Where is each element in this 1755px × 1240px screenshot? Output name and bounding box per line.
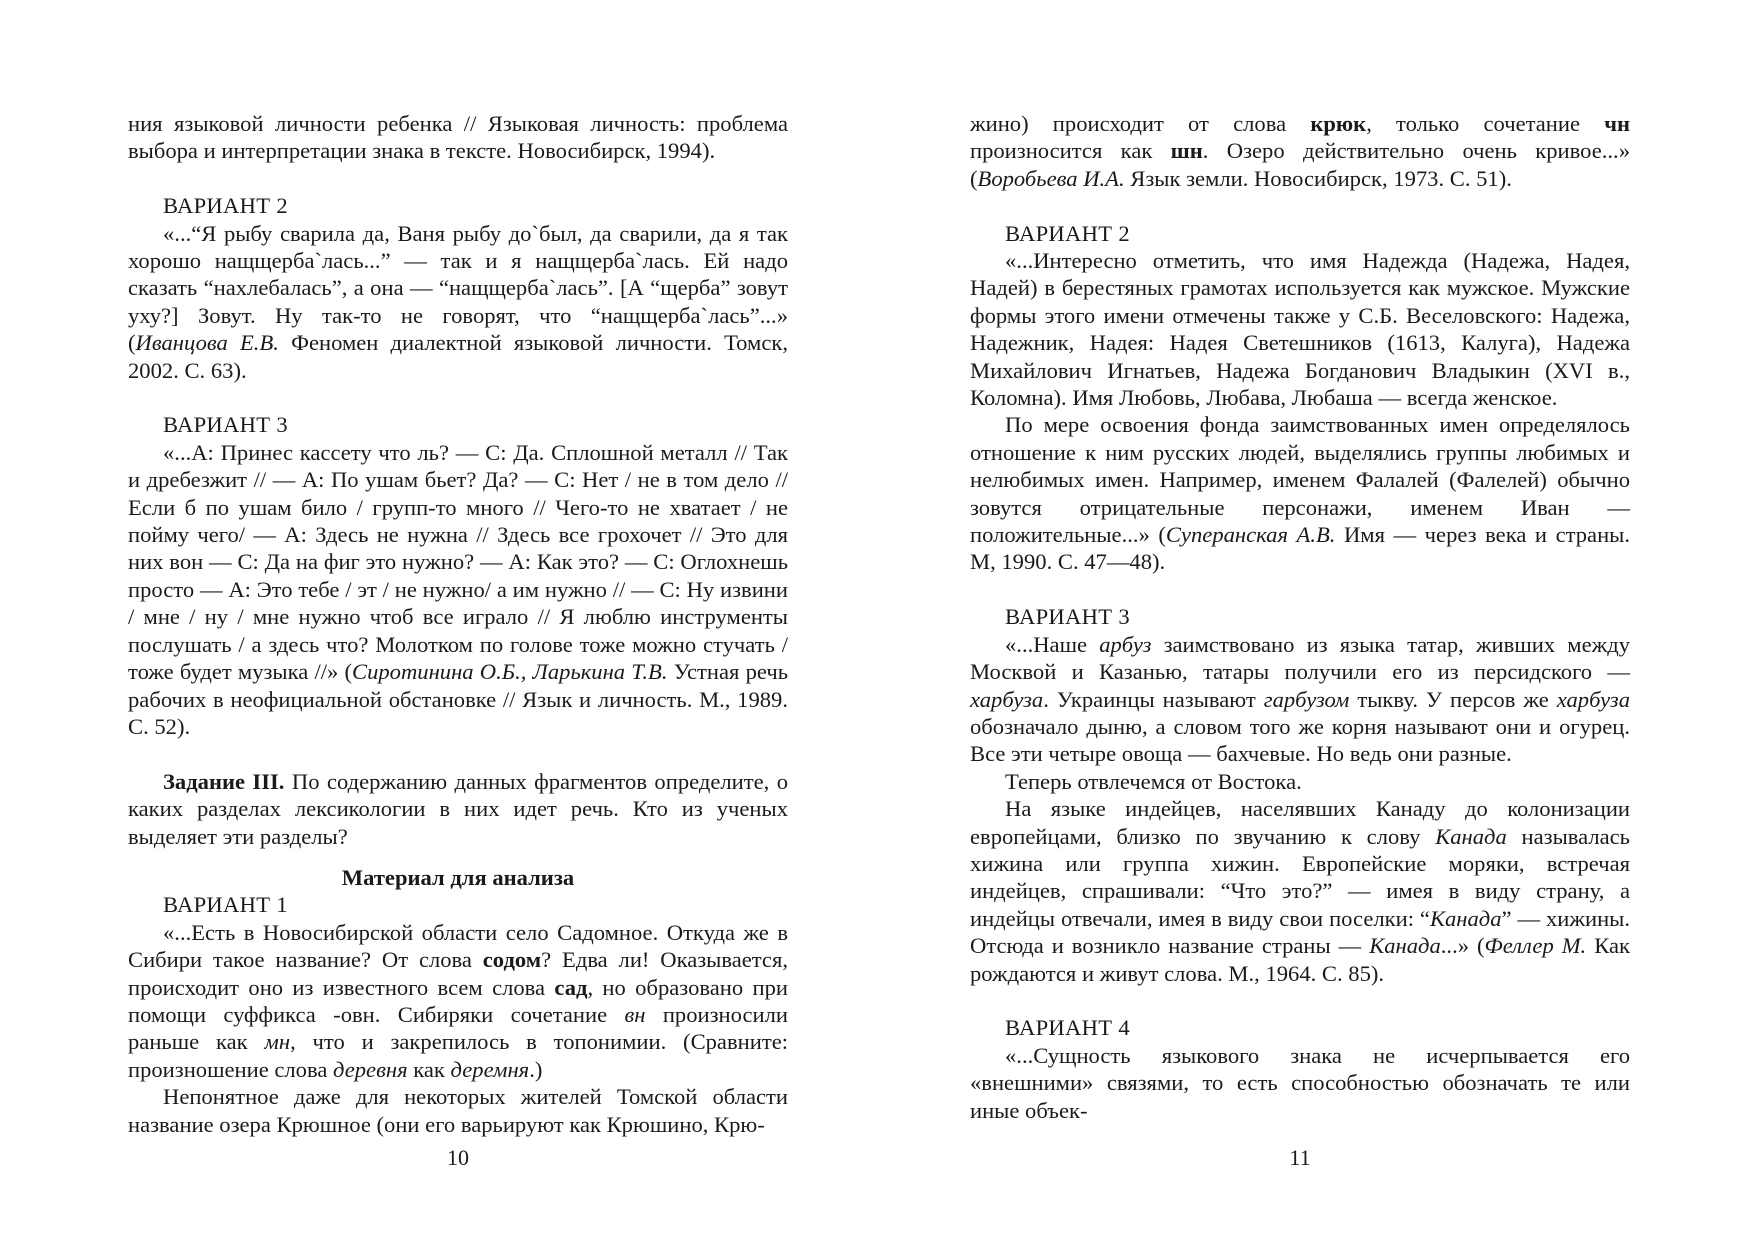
right-variant-4-label: ВАРИАНТ 4: [1005, 1015, 1130, 1041]
right-variant-2-text-2: По мере освоения фонда заимствованных имен определялось отношение к ним русских людей, выделялись группы любимых и нелюбимых имен. Например, именем Фалалей (Фалелей) обычно зовутся отрицательные персонажи, именем Иван — положительные...» (Суперанская А.В. Имя — через века и страны. М, 1990. С. 47—48).: [970, 412, 1630, 575]
right-page: [970, 110, 1630, 1124]
author-superanskaya: Суперанская А.В.: [1165, 522, 1336, 548]
material-heading: Материал для анализа: [341, 864, 575, 890]
left-intro-paragraph: ния языковой личности ребенка // Языковая личность: проблема выбора и интерпретации знака в тексте. Новосибирск, 1994).: [128, 111, 788, 164]
right-page-number: 11: [1289, 1145, 1311, 1170]
right-variant-2-text: «...Интересно отметить, что имя Надежда (Надежа, Надея, Надей) в берестяных грамотах используется как мужское. Мужские формы этого имени отмечены также у С.Б. Веселовского: Надежа, Надежник, Надея: Надея Светешников (1613, Калуга), Надежа Михайлович Игнатьев, Надежа Богданович Владыкин (XVI в., Коломна). Имя Любовь, Любава, Любаша — всегда женское.: [970, 248, 1630, 411]
right-continuation-paragraph: жино) происходит от слова крюк, только сочетание чн произносится как шн. Озеро действительно очень кривое...» (Воробьева И.А. Язык земли. Новосибирск, 1973. С. 51).: [970, 111, 1630, 191]
right-variant-3-text: «...Наше арбуз заимствовано из языка татар, живших между Москвой и Казанью, татары получили его из персидского — харбуза. Украинцы называют гарбузом тыкву. У персов же харбуза обозначало дыню, а словом того же корня называют они и огурец. Все эти четыре овоща — бахчевые. Но ведь они разные.: [970, 631, 1630, 767]
right-variant-2-label: ВАРИАНТ 2: [1005, 220, 1130, 246]
right-variant-4-text: «...Сущность языкового знака не исчерпывается его «внешними» связями, то есть способностью обозначать те или иные объек-: [970, 1042, 1630, 1123]
right-variant-3-text-2: Теперь отвлечемся от Востока.: [1005, 768, 1302, 794]
left-variant-2-label: ВАРИАНТ 2: [163, 193, 288, 219]
left-variant-3-text: «...А: Принес кассету что ль? — С: Да. Сплошной металл // Так и дребезжит // — А: По ушам бьет? Да? — С: Нет / не в том дело // Если б по ушам било / групп-то много // Чего-то не хватает / не пойму чего/ — А: Здесь не нужна // Здесь все грохочет // Это для них вон — С: Да на фиг это нужно? — А: Как это? — С: Оглохнешь просто — А: Это тебе / эт / не нужно/ а им нужно // — С: Ну извини / мне / ну / мне нужно чтоб все играло // Я люблю инструменты послушать / а здесь что? Молотком по голове тоже можно стучать / тоже будет музыка //» (Сиротинина О.Б., Ларькина Т.В. Устная речь рабочих в неофициальной обстановке // Язык и личность. М., 1989. С. 52).: [128, 439, 788, 739]
author-vorobeva: Воробьева И.А.: [977, 165, 1125, 191]
task-3-paragraph: Задание III. По содержанию данных фрагментов определите, о каких разделах лексикологии в них идет речь. Кто из ученых выделяет эти разделы?: [128, 768, 789, 849]
left-page: [128, 110, 788, 1138]
left-variant-3-label: ВАРИАНТ 3: [163, 412, 288, 438]
right-variant-3-text-3: На языке индейцев, населявших Канаду до колонизации европейцами, близко по звучанию к слову Канада называлась хижина или группа хижин. Европейские моряки, встречая индейцев, спрашивали: “Что это?” — имея в виду страну, а индейцы отвечали, имея в виду свои поселки: “Канада” — хижины. Отсюда и возникло название страны — Канада...» (Феллер М. Как рождаются и живут слова. М., 1964. С. 85).: [970, 796, 1630, 986]
left-last-paragraph: Непонятное даже для некоторых жителей Томской области название озера Крюшное (они его варьируют как Крюшино, Крю-: [128, 1084, 788, 1137]
left-page-number: 10: [447, 1145, 469, 1170]
author-ivantsova: Иванцова Е.В.: [135, 330, 279, 356]
author-sirotinina: Сиротинина О.Б., Ларькина Т.В.: [352, 659, 668, 685]
left-variant-1-text: «...Есть в Новосибирской области село Садомное. Откуда же в Сибири такое название? От слова содом? Едва ли! Оказывается, происходит оно из известного всем слова сад, но образовано при помощи суффикса -овн. Сибиряки сочетание вн произносили раньше как мн, что и закрепилось в топонимии. (Сравните: произношение слова деревня как деремня.): [128, 919, 788, 1082]
author-feller: Феллер М.: [1484, 933, 1587, 959]
task-3-label: Задание III.: [163, 768, 285, 794]
left-variant-1-label: ВАРИАНТ 1: [163, 892, 288, 918]
right-variant-3-label: ВАРИАНТ 3: [1005, 604, 1130, 630]
left-variant-2-text: «...“Я рыбу сварила да, Ваня рыбу до`был, да сварили, да я так хорошо нащщерба`лась...” — так и я нащщерба`лась. Ей надо сказать “нахлебалась”, а она — “нащщерба`лась”. [А “щерба” зовут уху?] Зовут. Ну так-то не говорят, что “нащщерба`лась”...» (Иванцова Е.В. Феномен диалектной языковой личности. Томск, 2002. С. 63).: [128, 220, 789, 383]
